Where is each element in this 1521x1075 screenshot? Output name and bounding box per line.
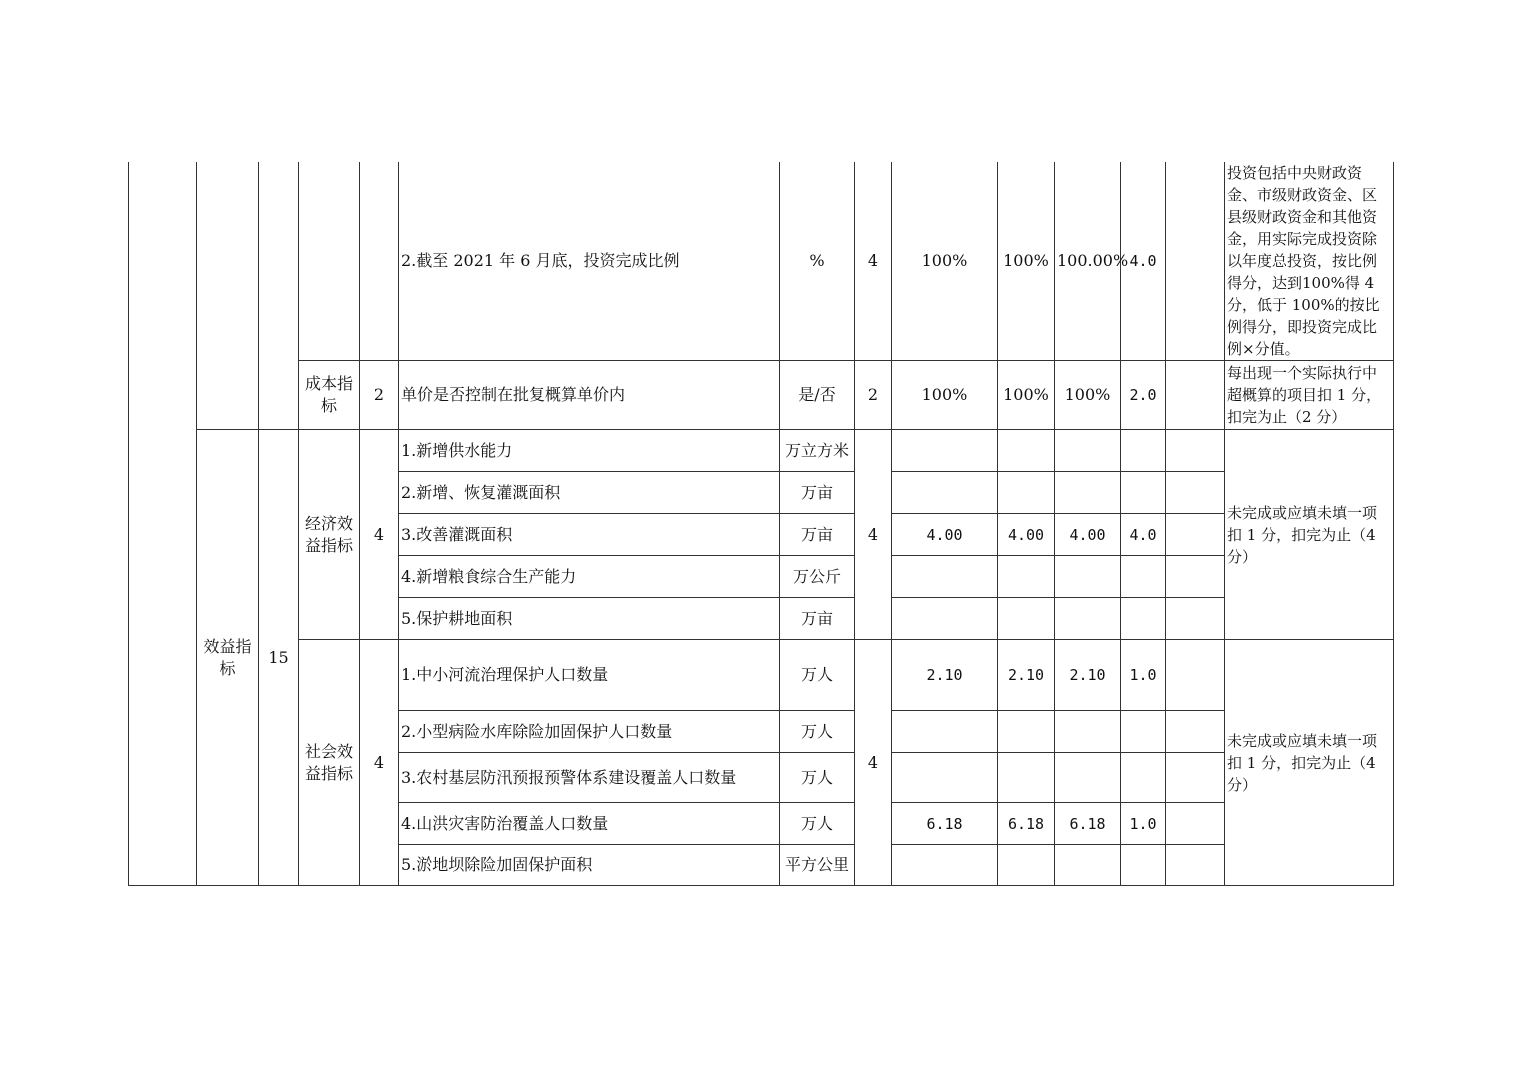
cost-indicator-label: 成本指标 bbox=[299, 361, 360, 430]
unit-cell: 万公斤 bbox=[780, 556, 855, 598]
completion-rate-cell bbox=[1055, 753, 1121, 803]
target-value-cell bbox=[892, 598, 998, 640]
target-value-cell bbox=[892, 430, 998, 472]
unit-cell: % bbox=[780, 162, 855, 361]
remark-cell bbox=[1166, 711, 1225, 753]
score-got-cell bbox=[1121, 598, 1166, 640]
completion-rate-cell: 100% bbox=[1055, 361, 1121, 430]
economic-score-cell: 4 bbox=[855, 430, 892, 640]
target-value-cell: 100% bbox=[892, 361, 998, 430]
score-cell: 2 bbox=[855, 361, 892, 430]
unit-cell: 是/否 bbox=[780, 361, 855, 430]
score-got-cell bbox=[1121, 556, 1166, 598]
remark-cell bbox=[1166, 845, 1225, 886]
actual-value-cell: 100% bbox=[998, 361, 1055, 430]
completion-rate-cell bbox=[1055, 598, 1121, 640]
actual-value-cell: 6.18 bbox=[998, 803, 1055, 845]
economic-scoring-note: 未完成或应填未填一项扣 1 分，扣完为止（4分） bbox=[1225, 430, 1394, 640]
social-benefit-weight: 4 bbox=[360, 640, 399, 886]
target-value-cell: 100% bbox=[892, 162, 998, 361]
benefit-indicator-weight: 15 bbox=[259, 430, 299, 886]
social-score-cell: 4 bbox=[855, 640, 892, 886]
score-got-cell bbox=[1121, 845, 1166, 886]
score-cell: 4 bbox=[855, 162, 892, 361]
remark-cell bbox=[1166, 361, 1225, 430]
cost-indicator-weight: 2 bbox=[360, 361, 399, 430]
target-value-cell bbox=[892, 711, 998, 753]
indicator-item: 4.新增粮食综合生产能力 bbox=[399, 556, 780, 598]
remark-cell bbox=[1166, 472, 1225, 514]
actual-value-cell bbox=[998, 753, 1055, 803]
indicator-item: 2.小型病险水库除险加固保护人口数量 bbox=[399, 711, 780, 753]
remark-cell bbox=[1166, 753, 1225, 803]
social-benefit-label: 社会效益指标 bbox=[299, 640, 360, 886]
completion-rate-cell: 100.00% bbox=[1055, 162, 1121, 361]
score-got-cell bbox=[1121, 430, 1166, 472]
completion-rate-cell bbox=[1055, 430, 1121, 472]
third-level-cell bbox=[299, 162, 360, 361]
remark-cell bbox=[1166, 430, 1225, 472]
indicator-item: 5.淤地坝除险加固保护面积 bbox=[399, 845, 780, 886]
social-scoring-note: 未完成或应填未填一项扣 1 分，扣完为止（4分） bbox=[1225, 640, 1394, 886]
completion-rate-cell bbox=[1055, 472, 1121, 514]
indicator-item: 2.新增、恢复灌溉面积 bbox=[399, 472, 780, 514]
target-value-cell: 6.18 bbox=[892, 803, 998, 845]
actual-value-cell: 2.10 bbox=[998, 640, 1055, 711]
unit-cell: 万人 bbox=[780, 803, 855, 845]
score-got-cell bbox=[1121, 472, 1166, 514]
actual-value-cell bbox=[998, 711, 1055, 753]
completion-rate-cell: 2.10 bbox=[1055, 640, 1121, 711]
unit-cell: 万亩 bbox=[780, 514, 855, 556]
actual-value-cell bbox=[998, 845, 1055, 886]
completion-rate-cell bbox=[1055, 711, 1121, 753]
target-value-cell bbox=[892, 472, 998, 514]
score-got-cell bbox=[1121, 711, 1166, 753]
second-level-cell bbox=[197, 162, 259, 430]
indicator-item: 2.截至 2021 年 6 月底，投资完成比例 bbox=[399, 162, 780, 361]
target-value-cell bbox=[892, 845, 998, 886]
completion-rate-cell: 4.00 bbox=[1055, 514, 1121, 556]
completion-rate-cell bbox=[1055, 845, 1121, 886]
completion-rate-cell: 6.18 bbox=[1055, 803, 1121, 845]
first-level-cell bbox=[129, 162, 197, 886]
completion-rate-cell bbox=[1055, 556, 1121, 598]
unit-cell: 万亩 bbox=[780, 598, 855, 640]
table-row bbox=[129, 361, 1394, 430]
remark-cell bbox=[1166, 803, 1225, 845]
table-row bbox=[129, 162, 1394, 361]
indicator-item: 5.保护耕地面积 bbox=[399, 598, 780, 640]
indicator-item: 3.改善灌溉面积 bbox=[399, 514, 780, 556]
unit-cell: 万亩 bbox=[780, 472, 855, 514]
remark-cell bbox=[1166, 598, 1225, 640]
indicator-item: 1.新增供水能力 bbox=[399, 430, 780, 472]
score-got-cell: 2.0 bbox=[1121, 361, 1166, 430]
unit-cell: 万人 bbox=[780, 640, 855, 711]
score-got-cell: 4.0 bbox=[1121, 514, 1166, 556]
remark-cell bbox=[1166, 514, 1225, 556]
target-value-cell: 2.10 bbox=[892, 640, 998, 711]
actual-value-cell bbox=[998, 472, 1055, 514]
economic-benefit-label: 经济效益指标 bbox=[299, 430, 360, 640]
indicator-item: 3.农村基层防汛预报预警体系建设覆盖人口数量 bbox=[399, 753, 780, 803]
unit-cell: 万人 bbox=[780, 753, 855, 803]
indicator-item: 1.中小河流治理保护人口数量 bbox=[399, 640, 780, 711]
unit-cell: 平方公里 bbox=[780, 845, 855, 886]
economic-benefit-weight: 4 bbox=[360, 430, 399, 640]
performance-table bbox=[128, 162, 1394, 886]
score-got-cell: 1.0 bbox=[1121, 640, 1166, 711]
target-value-cell bbox=[892, 753, 998, 803]
target-value-cell: 4.00 bbox=[892, 514, 998, 556]
indicator-item: 4.山洪灾害防治覆盖人口数量 bbox=[399, 803, 780, 845]
score-got-cell: 4.0 bbox=[1121, 162, 1166, 361]
remark-cell bbox=[1166, 640, 1225, 711]
benefit-indicator-label: 效益指标 bbox=[197, 430, 259, 886]
second-level-weight-cell bbox=[259, 162, 299, 430]
score-got-cell bbox=[1121, 753, 1166, 803]
table-row bbox=[129, 430, 1394, 472]
target-value-cell bbox=[892, 556, 998, 598]
third-level-weight-cell bbox=[360, 162, 399, 361]
unit-cell: 万立方米 bbox=[780, 430, 855, 472]
unit-cell: 万人 bbox=[780, 711, 855, 753]
remark-cell bbox=[1166, 162, 1225, 361]
actual-value-cell: 100% bbox=[998, 162, 1055, 361]
actual-value-cell bbox=[998, 430, 1055, 472]
score-got-cell: 1.0 bbox=[1121, 803, 1166, 845]
table-row bbox=[129, 640, 1394, 711]
scoring-rule-note: 投资包括中央财政资金、市级财政资金、区县级财政资金和其他资金，用实际完成投资除以年度总投资，按比例得分，达到100%得 4 分，低于 100%的按比例得分，即投资完成比例×分值。 bbox=[1225, 162, 1394, 361]
indicator-item: 单价是否控制在批复概算单价内 bbox=[399, 361, 780, 430]
scoring-rule-note: 每出现一个实际执行中超概算的项目扣 1 分，扣完为止（2 分） bbox=[1225, 361, 1394, 430]
remark-cell bbox=[1166, 556, 1225, 598]
actual-value-cell bbox=[998, 598, 1055, 640]
actual-value-cell: 4.00 bbox=[998, 514, 1055, 556]
actual-value-cell bbox=[998, 556, 1055, 598]
